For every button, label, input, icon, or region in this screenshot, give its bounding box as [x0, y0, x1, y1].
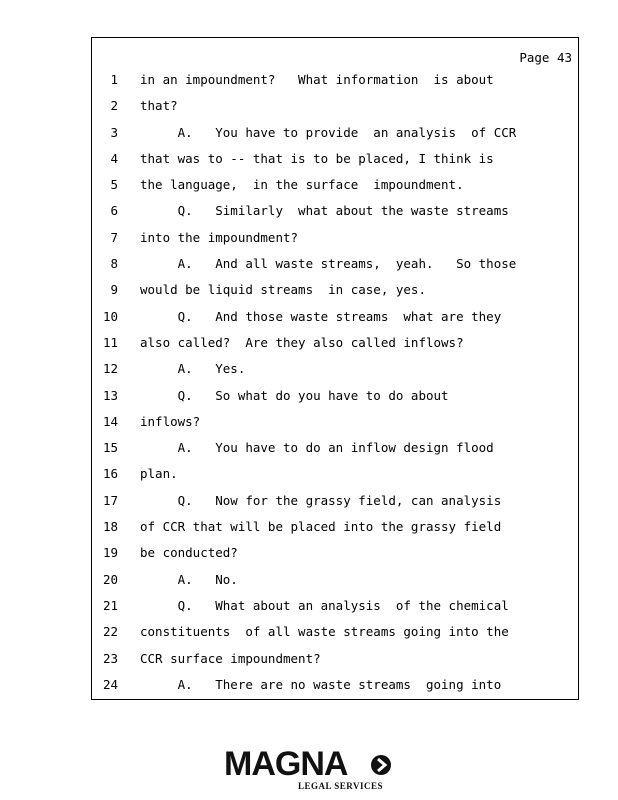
line-text: that?	[140, 98, 178, 114]
logo-wordmark: MAGNA	[224, 745, 348, 783]
line-text: constituents of all waste streams going into the	[140, 624, 509, 640]
line-text: Q. Similarly what about the waste streams	[140, 203, 509, 219]
transcript-line	[92, 646, 578, 672]
magna-logo	[224, 745, 404, 795]
transcript-line	[92, 514, 578, 540]
page-number: Page 43	[519, 50, 572, 65]
line-text: in an impoundment? What information is about	[140, 72, 494, 87]
transcript-line	[92, 672, 578, 698]
transcript-line	[92, 540, 578, 566]
logo-subtitle: LEGAL SERVICES	[298, 781, 383, 791]
line-text: Q. What about an analysis of the chemical	[140, 597, 509, 613]
line-number: 8	[110, 256, 118, 272]
line-number: 5	[110, 177, 118, 193]
line-text: CCR surface impoundment?	[140, 650, 321, 666]
line-text: A. You have to provide an analysis of CCR	[140, 124, 517, 140]
line-text: Q. And those waste streams what are they	[140, 308, 502, 324]
line-text: inflows?	[140, 413, 201, 429]
line-number: 11	[102, 334, 118, 350]
line-number: 1	[110, 72, 118, 87]
line-number: 22	[102, 624, 118, 640]
line-text: Q. Now for the grassy field, can analysis	[140, 492, 502, 508]
line-number: 10	[102, 308, 118, 324]
line-number: 2	[110, 98, 118, 114]
line-text: A. You have to do an inflow design flood	[140, 440, 494, 456]
line-number: 4	[110, 150, 118, 166]
transcript-line	[92, 567, 578, 593]
line-text: A. No.	[140, 571, 238, 587]
transcript-line	[92, 93, 578, 119]
transcript-line	[92, 409, 578, 435]
transcript-page	[91, 37, 579, 700]
line-number: 17	[102, 492, 118, 508]
line-number: 6	[110, 203, 118, 219]
line-text: Q. So what do you have to do about	[140, 387, 449, 403]
line-number: 7	[110, 229, 118, 245]
transcript-line	[92, 251, 578, 277]
transcript-lines	[92, 67, 578, 698]
line-text: of CCR that will be placed into the grassy field	[140, 519, 502, 535]
transcript-line	[92, 304, 578, 330]
line-number: 15	[102, 440, 118, 456]
transcript-line	[92, 383, 578, 409]
line-text: A. And all waste streams, yeah. So those	[140, 256, 517, 272]
line-text: that was to -- that is to be placed, I think is	[140, 150, 494, 166]
line-number: 9	[110, 282, 118, 298]
transcript-line	[92, 172, 578, 198]
transcript-line	[92, 277, 578, 303]
transcript-line	[92, 356, 578, 382]
chevron-right-circle-icon	[370, 754, 392, 776]
line-text: A. There are no waste streams going into	[140, 676, 502, 692]
line-text: plan.	[140, 466, 178, 482]
line-number: 24	[102, 676, 118, 692]
transcript-line	[92, 461, 578, 487]
transcript-line	[92, 120, 578, 146]
line-number: 12	[102, 361, 118, 377]
line-text: would be liquid streams in case, yes.	[140, 282, 426, 298]
transcript-line	[92, 330, 578, 356]
line-number: 23	[102, 650, 118, 666]
transcript-line	[92, 619, 578, 645]
line-number: 16	[102, 466, 118, 482]
line-number: 14	[102, 413, 118, 429]
line-number: 18	[102, 519, 118, 535]
line-number: 19	[102, 545, 118, 561]
transcript-line	[92, 225, 578, 251]
line-text: into the impoundment?	[140, 229, 299, 245]
line-number: 13	[102, 387, 118, 403]
transcript-line	[92, 67, 578, 93]
line-text: A. Yes.	[140, 361, 246, 377]
line-text: also called? Are they also called inflows?	[140, 334, 464, 350]
transcript-line	[92, 435, 578, 461]
line-text: be conducted?	[140, 545, 238, 561]
transcript-line	[92, 488, 578, 514]
transcript-line	[92, 593, 578, 619]
line-number: 20	[102, 571, 118, 587]
line-number: 21	[102, 597, 118, 613]
transcript-line	[92, 146, 578, 172]
transcript-line	[92, 198, 578, 224]
line-number: 3	[110, 124, 118, 140]
line-text: the language, in the surface impoundment.	[140, 177, 464, 193]
